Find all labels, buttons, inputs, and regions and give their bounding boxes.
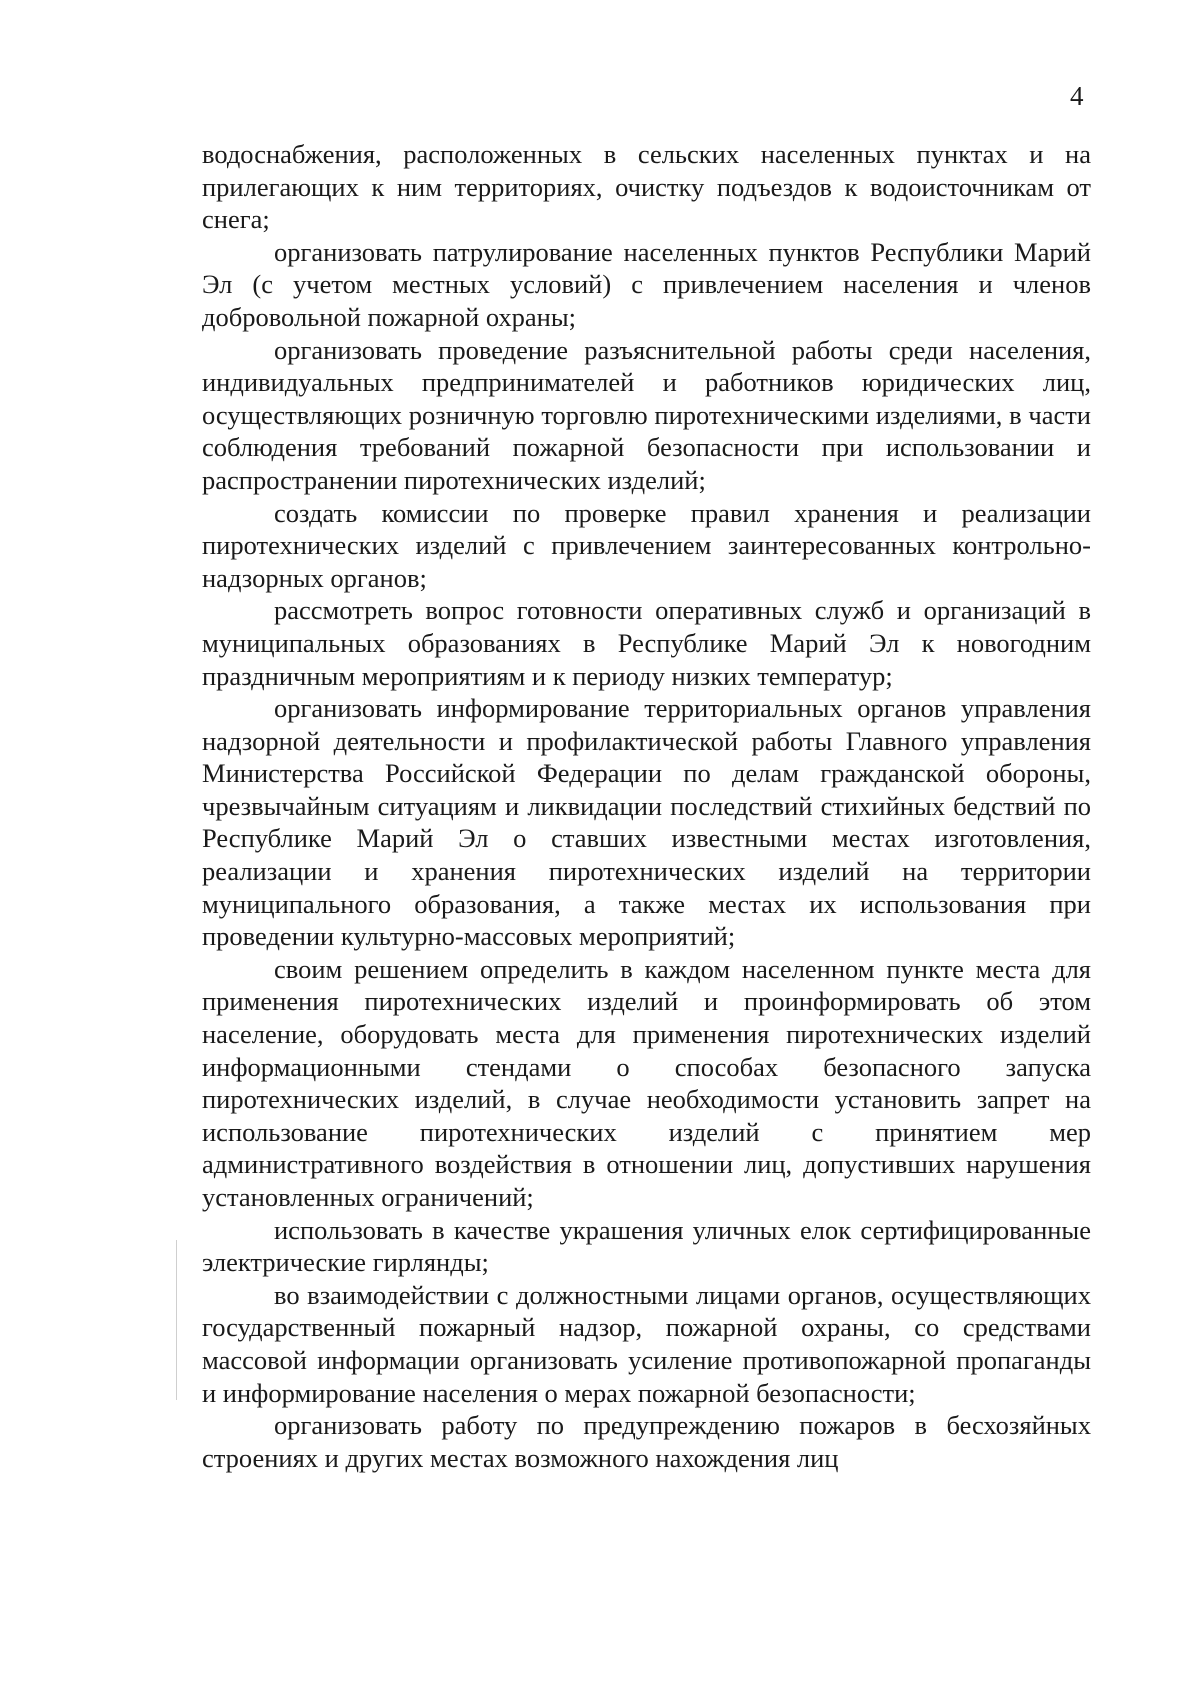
paragraph-commissions: создать комиссии по проверке правил хранения и реализации пиротехнических изделий с привлечением заинтересованных контрольно-надзорных органов; — [202, 497, 1091, 593]
paragraph-certified-garlands: использовать в качестве украшения уличных елок сертифицированные электрические гирлянды; — [202, 1214, 1091, 1278]
paragraph-pyrotechnics-places: своим решением определить в каждом населенном пункте места для применения пиротехнических изделий и проинформировать об этом население, оборудовать места для применения пиротехнических изделий информационными стендами о способах безопасного запуска пиротехнических изделий, в случае необходимости установить запрет на использование пиротехнических изделий с принятием мер административного воздействия в отношении лиц, допустивших нарушения установленных ограничений; — [202, 953, 1091, 1212]
paragraph-patrolling: организовать патрулирование населенных пунктов Республики Марий Эл (с учетом местных условий) с привлечением населения и членов добровольной пожарной охраны; — [202, 236, 1091, 332]
paragraph-ownerless-buildings: организовать работу по предупреждению пожаров в бесхозяйных строениях и других местах возможного нахождения лиц — [202, 1410, 1091, 1473]
scan-margin-line — [176, 1240, 177, 1400]
page-number: 4 — [1070, 81, 1084, 111]
paragraph-water-supply: водоснабжения, расположенных в сельских населенных пунктах и на прилегающих к ним территориях, очистку подъездов к водоисточникам от снега; — [202, 139, 1091, 235]
paragraph-inform-supervision: организовать информирование территориальных органов управления надзорной деятельности и профилактической работы Главного управления Министерства Российской Федерации по делам гражданской обороны, чрезвычайным ситуациям и ликвидации последствий стихийных бедствий по Республике Марий Эл о ставших известными местах изготовления, реализации и хранения пиротехнических изделий на территории муниципального образования, а также местах их использования при проведении культурно-массовых мероприятий; — [202, 693, 1091, 952]
paragraph-explanatory-work: организовать проведение разъяснительной работы среди населения, индивидуальных предпринимателей и работников юридических лиц, осуществляющих розничную торговлю пиротехническими изделиями, в части соблюдения требований пожарной безопасности при использовании и распространении пиротехнических изделий; — [202, 334, 1091, 495]
document-body — [202, 138, 1091, 1474]
paragraph-fire-propaganda: во взаимодействии с должностными лицами органов, осуществляющих государственный пожарный надзор, пожарной охраны, со средствами массовой информации организовать усиление противопожарной пропаганды и информирование населения о мерах пожарной безопасности; — [202, 1279, 1091, 1408]
paragraph-operational-readiness: рассмотреть вопрос готовности оперативных служб и организаций в муниципальных образованиях в Республике Марий Эл к новогодним праздничным мероприятиям и к периоду низких температур; — [202, 595, 1091, 691]
